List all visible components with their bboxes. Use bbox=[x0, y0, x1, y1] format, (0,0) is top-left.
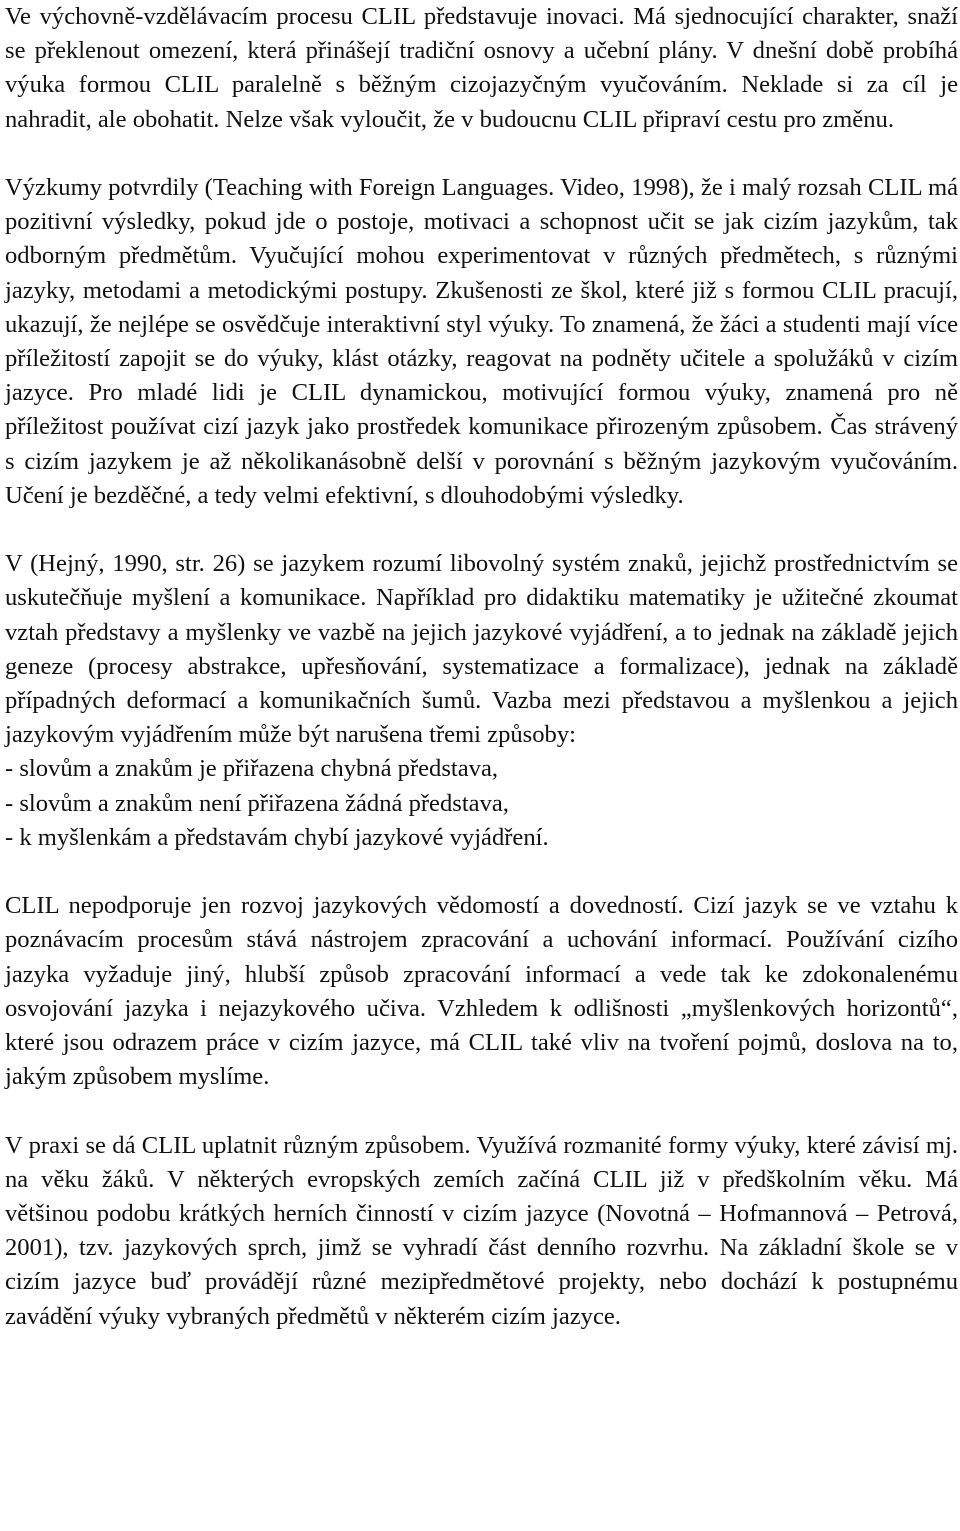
paragraph-spacer bbox=[5, 513, 958, 547]
paragraph-cognitive-processes: CLIL nepodporuje jen rozvoj jazykových vědomostí a dovedností. Cizí jazyk se ve vztahu k poznávacím procesům stává nástrojem zpracování a uchování informací. Používání cizího jazyka vyžaduje jiný, hlubší způsob zpracování informací a vede tak ke zdokonalenému osvojování jazyka i nejazykového učiva. Vzhledem k odlišnosti „myšlenkových horizontů“, které jsou odrazem práce v cizím jazyce, má CLIL také vliv na tvoření pojmů, doslova na to, jakým způsobem myslíme. bbox=[5, 892, 958, 1091]
disruption-list bbox=[5, 752, 958, 855]
list-item: - k myšlenkám a představám chybí jazykové vyjádření. bbox=[5, 823, 549, 851]
paragraph-research-results: Výzkumy potvrdily (Teaching with Foreign Languages. Video, 1998), že i malý rozsah CLIL má pozitivní výsledky, pokud jde o postoje, motivaci a schopnost učit se jak cizím jazykům, tak odborným předmětům. Vyučující mohou experimentovat v různých předmětech, s různými jazyky, metodami a metodickými postupy. Zkušenosti ze škol, které již s formou CLIL pracují, ukazují, že nejlépe se osvědčuje interaktivní styl výuky. To znamená, že žáci a studenti mají více příležitostí zapojit se do výuky, klást otázky, reagovat na podněty učitele a spolužáků v cizím jazyce. Pro mladé lidi je CLIL dynamickou, motivující formou výuky, znamená pro ně příležitost používat cizí jazyk jako prostředek komunikace přirozeným způsobem. Čas strávený s cizím jazykem je až několikanásobně delší v porovnání s běžným jazykovým vyučováním. Učení je bezděčné, a tedy velmi efektivní, s dlouhodobými výsledky. bbox=[5, 174, 958, 509]
document-page bbox=[5, 0, 958, 1334]
paragraph-spacer bbox=[5, 137, 958, 171]
paragraph-clil-practice: V praxi se dá CLIL uplatnit různým způsobem. Využívá rozmanité formy výuky, které závisí mj. na věku žáků. V některých evropských zemích začíná CLIL již v předškolním věku. Má většinou podobu krátkých herních činností v cizím jazyce (Novotná – Hofmannová – Petrová, 2001), tzv. jazykových sprch, jimž se vyhradí část denního rozvrhu. Na základní škole se v cizím jazyce buď provádějí různé mezipředmětové projekty, nebo dochází k postupnému zavádění výuky vybraných předmětů v některém cizím jazyce. bbox=[5, 1131, 958, 1330]
paragraph-spacer bbox=[5, 855, 958, 889]
list-item: - slovům a znakům není přiřazena žádná představa, bbox=[5, 789, 509, 817]
paragraph-spacer bbox=[5, 1094, 958, 1128]
list-item: - slovům a znakům je přiřazena chybná představa, bbox=[5, 755, 499, 783]
paragraph-clil-innovation: Ve výchovně-vzdělávacím procesu CLIL představuje inovaci. Má sjednocující charakter, snaží se překlenout omezení, která přinášejí tradiční osnovy a učební plány. V dnešní době probíhá výuka formou CLIL paralelně s běžným cizojazyčným vyučováním. Neklade si za cíl je nahradit, ale obohatit. Nelze však vyloučit, že v budoucnu CLIL připraví cestu pro změnu. bbox=[5, 3, 958, 133]
paragraph-language-definition: V (Hejný, 1990, str. 26) se jazykem rozumí libovolný systém znaků, jejichž prostřednictvím se uskutečňuje myšlení a komunikace. Například pro didaktiku matematiky je užitečné zkoumat vztah představy a myšlenky ve vazbě na jejich jazykové vyjádření, a to jednak na základě jejich geneze (procesy abstrakce, upřesňování, systematizace a formalizace), jednak na základě případných deformací a komunikačních šumů. Vazba mezi představou a myšlenkou a jejich jazykovým vyjádřením může být narušena třemi způsoby: bbox=[5, 550, 958, 749]
